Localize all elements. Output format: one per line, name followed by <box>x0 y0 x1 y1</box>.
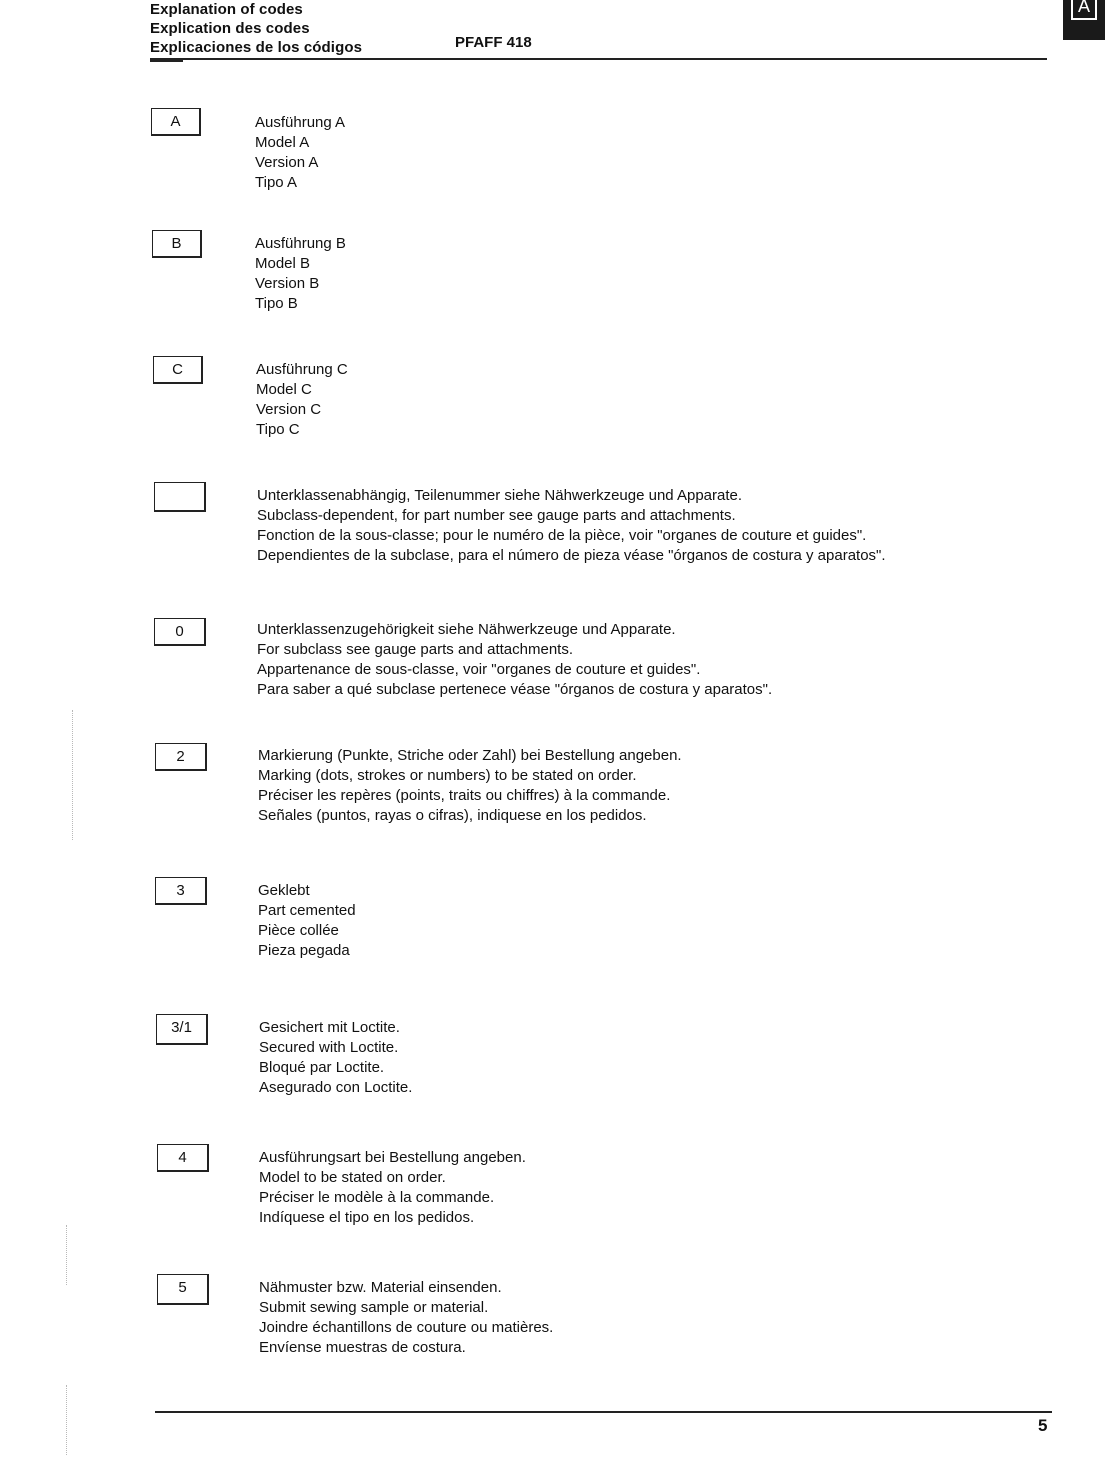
description-de: Ausführung A <box>255 114 346 131</box>
code-description <box>258 881 356 961</box>
header-title-fr: Explication des codes <box>150 20 310 37</box>
code-box: 3/1 <box>156 1014 208 1045</box>
code-box-empty <box>154 482 206 512</box>
description-fr: Préciser le modèle à la commande. <box>259 1189 495 1206</box>
code-description <box>255 234 346 314</box>
header-title-es: Explicaciones de los códigos <box>150 39 363 56</box>
description-fr: Version A <box>255 154 319 171</box>
description-es: Dependientes de la subclase, para el número de pieza véase "órganos de costura y aparatos". <box>257 547 886 564</box>
description-es: Tipo B <box>255 295 298 312</box>
code-box: B <box>152 230 202 258</box>
code-box: 0 <box>154 618 206 646</box>
description-fr: Version C <box>256 401 322 418</box>
description-en: Submit sewing sample or material. <box>259 1299 489 1316</box>
description-en: Model C <box>256 381 312 398</box>
description-de: Gesichert mit Loctite. <box>259 1019 400 1036</box>
scan-speckle <box>72 710 75 840</box>
code-description <box>259 1148 526 1228</box>
description-en: Part cemented <box>258 902 356 919</box>
description-en: Secured with Loctite. <box>259 1039 399 1056</box>
code-box: 4 <box>157 1144 209 1172</box>
scan-speckle <box>66 1385 69 1455</box>
model-label: PFAFF 418 <box>455 34 532 51</box>
description-en: For subclass see gauge parts and attachments. <box>257 641 574 658</box>
description-fr: Préciser les repères (points, traits ou chiffres) à la commande. <box>258 787 671 804</box>
code-description <box>258 746 682 826</box>
description-de: Ausführung B <box>255 235 346 252</box>
header-divider <box>150 58 1047 60</box>
description-fr: Joindre échantillons de couture ou matières. <box>259 1319 554 1336</box>
description-de: Markierung (Punkte, Striche oder Zahl) bei Bestellung angeben. <box>258 747 682 764</box>
description-de: Geklebt <box>258 882 310 899</box>
section-tab-letter: A <box>1071 0 1097 20</box>
description-es: Envíense muestras de costura. <box>259 1339 466 1356</box>
description-es: Señales (puntos, rayas o cifras), indiquese en los pedidos. <box>258 807 647 824</box>
scan-speckle <box>66 1225 69 1285</box>
description-en: Model to be stated on order. <box>259 1169 446 1186</box>
section-tab <box>1063 0 1105 40</box>
code-description <box>257 620 772 700</box>
code-box: 2 <box>155 743 207 771</box>
description-es: Para saber a qué subclase pertenece véase "órganos de costura y aparatos". <box>257 681 773 698</box>
description-fr: Bloqué par Loctite. <box>259 1059 385 1076</box>
code-box: C <box>153 356 203 384</box>
description-de: Ausführungsart bei Bestellung angeben. <box>259 1149 526 1166</box>
code-description <box>257 486 886 566</box>
description-es: Asegurado con Loctite. <box>259 1079 413 1096</box>
description-en: Subclass-dependent, for part number see gauge parts and attachments. <box>257 507 736 524</box>
code-box: 3 <box>155 877 207 905</box>
description-fr: Fonction de la sous-classe; pour le numéro de la pièce, voir "organes de couture et guides". <box>257 527 867 544</box>
code-box: A <box>151 108 201 136</box>
description-es: Pieza pegada <box>258 942 350 959</box>
page-number: 5 <box>1038 1416 1048 1435</box>
description-de: Unterklassenabhängig, Teilenummer siehe Nähwerkzeuge und Apparate. <box>257 487 743 504</box>
description-es: Tipo A <box>255 174 297 191</box>
description-en: Model A <box>255 134 310 151</box>
description-de: Unterklassenzugehörigkeit siehe Nähwerkzeuge und Apparate. <box>257 621 676 638</box>
description-de: Nähmuster bzw. Material einsenden. <box>259 1279 502 1296</box>
code-description <box>256 360 348 440</box>
description-de: Ausführung C <box>256 361 348 378</box>
description-es: Indíquese el tipo en los pedidos. <box>259 1209 475 1226</box>
footer-divider <box>155 1411 1052 1413</box>
description-fr: Pièce collée <box>258 922 339 939</box>
code-description <box>255 113 345 193</box>
description-en: Marking (dots, strokes or numbers) to be stated on order. <box>258 767 637 784</box>
page-header <box>150 0 1050 57</box>
description-en: Model B <box>255 255 311 272</box>
description-fr: Version B <box>255 275 320 292</box>
header-title-en: Explanation of codes <box>150 1 303 18</box>
code-box: 5 <box>157 1274 209 1305</box>
description-es: Tipo C <box>256 421 300 438</box>
header-divider-tick <box>150 60 183 62</box>
code-description <box>259 1018 412 1098</box>
code-description <box>259 1278 553 1358</box>
description-fr: Appartenance de sous-classe, voir "organes de couture et guides". <box>257 661 701 678</box>
